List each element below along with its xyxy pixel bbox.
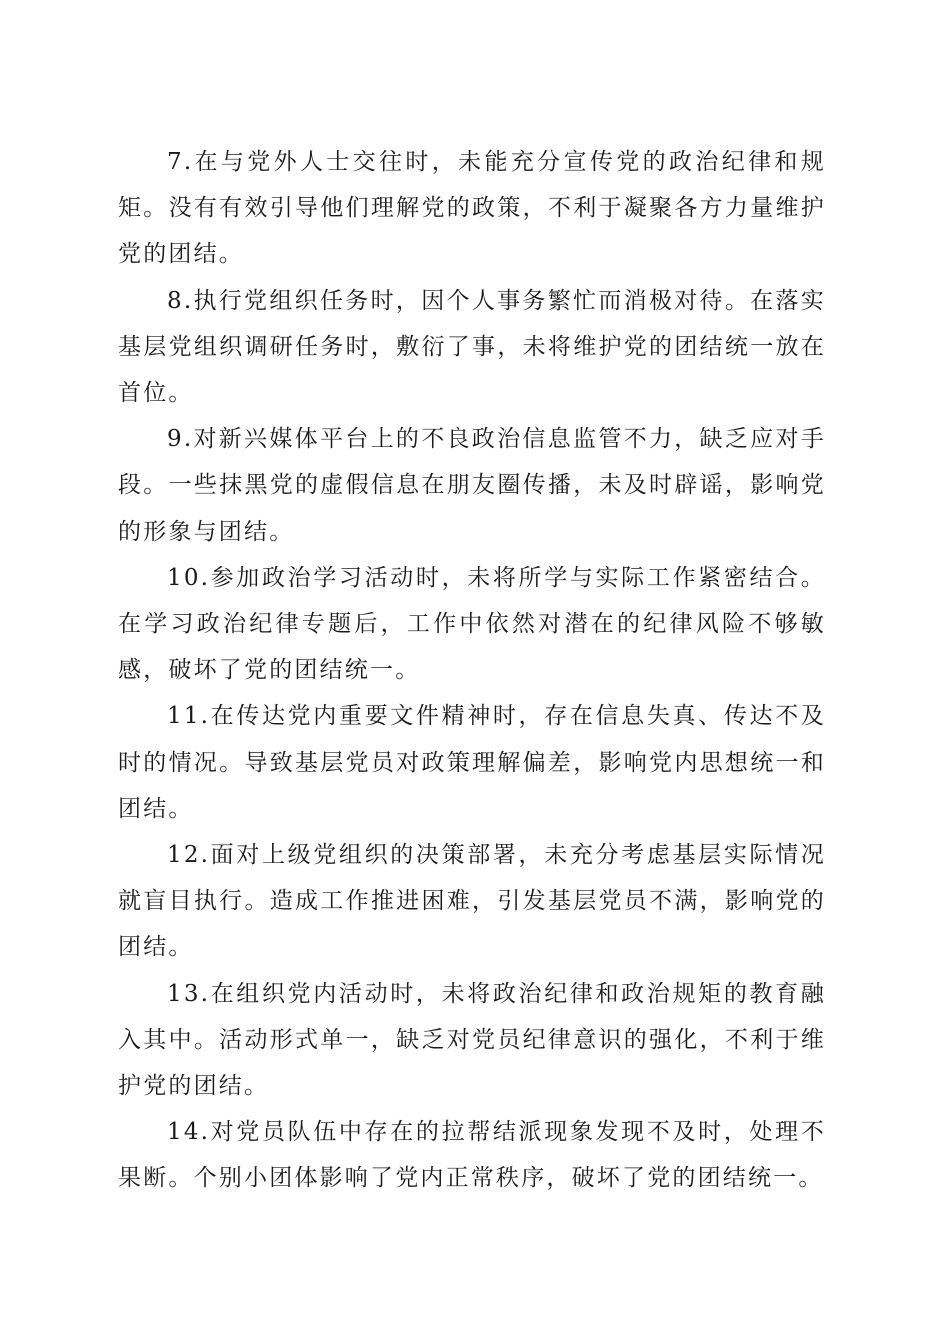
paragraph-7: 7.在与党外人士交往时，未能充分宣传党的政治纪律和规矩。没有有效引导他们理解党的政策，不利于凝聚各方力量维护党的团结。 xyxy=(118,149,826,268)
paragraph-13: 13.在组织党内活动时，未将政治纪律和政治规矩的教育融入其中。活动形式单一，缺乏对党员纪律意识的强化，不利于维护党的团结。 xyxy=(118,980,826,1100)
document-body xyxy=(118,139,826,1202)
paragraph-11: 11.在传达党内重要文件精神时，存在信息失真、传达不及时的情况。导致基层党员对政策理解偏差，影响党内思想统一和团结。 xyxy=(118,703,826,822)
paragraph-14: 14.对党员队伍中存在的拉帮结派现象发现不及时，处理不果断。个别小团体影响了党内正常秩序，破坏了党的团结统一。 xyxy=(118,1119,826,1192)
paragraph-8: 8.执行党组织任务时，因个人事务繁忙而消极对待。在落实基层党组织调研任务时，敷衍了事，未将维护党的团结统一放在首位。 xyxy=(118,287,826,407)
paragraph-12: 12.面对上级党组织的决策部署，未充分考虑基层实际情况就盲目执行。造成工作推进困难，引发基层党员不满，影响党的团结。 xyxy=(118,842,826,961)
paragraph-9: 9.对新兴媒体平台上的不良政治信息监管不力，缺乏应对手段。一些抹黑党的虚假信息在朋友圈传播，未及时辟谣，影响党的形象与团结。 xyxy=(118,426,826,545)
paragraph-10: 10.参加政治学习活动时，未将所学与实际工作紧密结合。在学习政治纪律专题后，工作中依然对潜在的纪律风险不够敏感，破坏了党的团结统一。 xyxy=(118,564,826,684)
